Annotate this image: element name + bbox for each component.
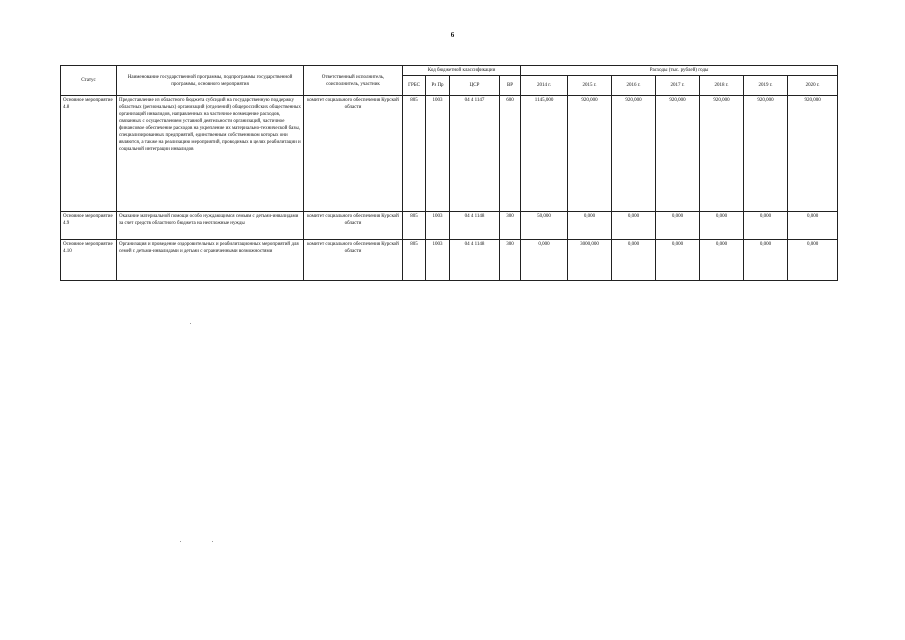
cell-csr: 04 4 1148 xyxy=(450,212,500,240)
cell-name: Организация и проведение оздоровительных и реабилитационных мероприятий для семей с детьми-инвалидами и детьми с ограниченными возможностями xyxy=(117,240,304,281)
cell-rzpr: 1003 xyxy=(426,240,450,281)
cell-value: 0,000 xyxy=(656,212,700,240)
cell-executor: комитет социального обеспечения Курской области xyxy=(304,212,403,240)
cell-status: Основное мероприятие 4.8 xyxy=(61,96,117,212)
cell-value: 920,000 xyxy=(656,96,700,212)
cell-value: 0,000 xyxy=(656,240,700,281)
header-year: 2015 г. xyxy=(568,76,612,96)
cell-value: 0,000 xyxy=(700,212,744,240)
header-year: 2017 г. xyxy=(656,76,700,96)
cell-grbs: 805 xyxy=(403,240,426,281)
table-row xyxy=(61,96,838,212)
header-year: 2020 г. xyxy=(788,76,838,96)
cell-value: 0,000 xyxy=(744,240,788,281)
cell-vr: 600 xyxy=(500,96,521,212)
cell-status: Основное мероприятие 4.10 xyxy=(61,240,117,281)
header-csr: ЦСР xyxy=(450,76,500,96)
cell-value: 0,000 xyxy=(521,240,568,281)
cell-csr: 04 4 1148 xyxy=(450,240,500,281)
cell-grbs: 805 xyxy=(403,212,426,240)
cell-value: 50,000 xyxy=(521,212,568,240)
header-grbs: ГРБС xyxy=(403,76,426,96)
header-vr: ВР xyxy=(500,76,521,96)
cell-vr: 300 xyxy=(500,240,521,281)
cell-value: 0,000 xyxy=(612,212,656,240)
cell-value: 920,000 xyxy=(744,96,788,212)
cell-csr: 04 4 1147 xyxy=(450,96,500,212)
table-header xyxy=(61,66,838,96)
header-status: Статус xyxy=(61,66,117,96)
cell-executor: комитет социального обеспечения Курской области xyxy=(304,96,403,212)
budget-table xyxy=(60,65,838,281)
cell-value: 1145,000 xyxy=(521,96,568,212)
cell-rzpr: 1003 xyxy=(426,212,450,240)
cell-vr: 300 xyxy=(500,212,521,240)
cell-name: Оказание материальной помощи особо нуждающимся семьям с детьми-инвалидами за счет средств областного бюджета на неотложные нужды xyxy=(117,212,304,240)
cell-value: 0,000 xyxy=(788,212,838,240)
header-year: 2014 г. xyxy=(521,76,568,96)
scan-speck xyxy=(180,541,181,542)
header-program-name: Наименование государственной программы, подпрограммы государственной программы, основного мероприятия xyxy=(117,66,304,96)
cell-value: 0,000 xyxy=(612,240,656,281)
header-year: 2019 г. xyxy=(744,76,788,96)
header-expenses: Расходы (тыс. рублей) годы xyxy=(521,66,838,76)
cell-value: 0,000 xyxy=(788,240,838,281)
cell-value: 920,000 xyxy=(700,96,744,212)
header-year: 2016 г. xyxy=(612,76,656,96)
cell-value: 920,000 xyxy=(612,96,656,212)
table-row xyxy=(61,212,838,240)
table-row xyxy=(61,240,838,281)
cell-rzpr: 1003 xyxy=(426,96,450,212)
header-executor: Ответственный исполнитель, соисполнитель, участник xyxy=(304,66,403,96)
scan-speck xyxy=(190,323,191,324)
cell-value: 0,000 xyxy=(700,240,744,281)
cell-value: 0,000 xyxy=(744,212,788,240)
cell-value: 920,000 xyxy=(788,96,838,212)
cell-value: 0,000 xyxy=(568,212,612,240)
header-budget-code: Код бюджетной классификации xyxy=(403,66,521,76)
cell-status: Основное мероприятие 4.9 xyxy=(61,212,117,240)
cell-value: 3000,000 xyxy=(568,240,612,281)
header-rzpr: Рз Пр xyxy=(426,76,450,96)
cell-name: Предоставление из областного бюджета субсидий на государственную поддержку областных (региональных) организаций (отделений) общероссийских общественных организаций инвалидов, направленных на частичное возмещение расходов, связанных с осуществлением уставной деятельности организаций, частичное финансовое обеспечение расходов на укрепление их материально-технической базы, специализированных предприятий, единственным собственником которых они являются, а также на реализацию мероприятий, проводимых в целях реабилитации и социальной интеграции инвалидов xyxy=(117,96,304,212)
cell-executor: комитет социального обеспечения Курской области xyxy=(304,240,403,281)
page-number: 6 xyxy=(450,31,455,39)
cell-grbs: 805 xyxy=(403,96,426,212)
header-year: 2018 г. xyxy=(700,76,744,96)
scan-speck xyxy=(212,541,213,542)
cell-value: 920,000 xyxy=(568,96,612,212)
